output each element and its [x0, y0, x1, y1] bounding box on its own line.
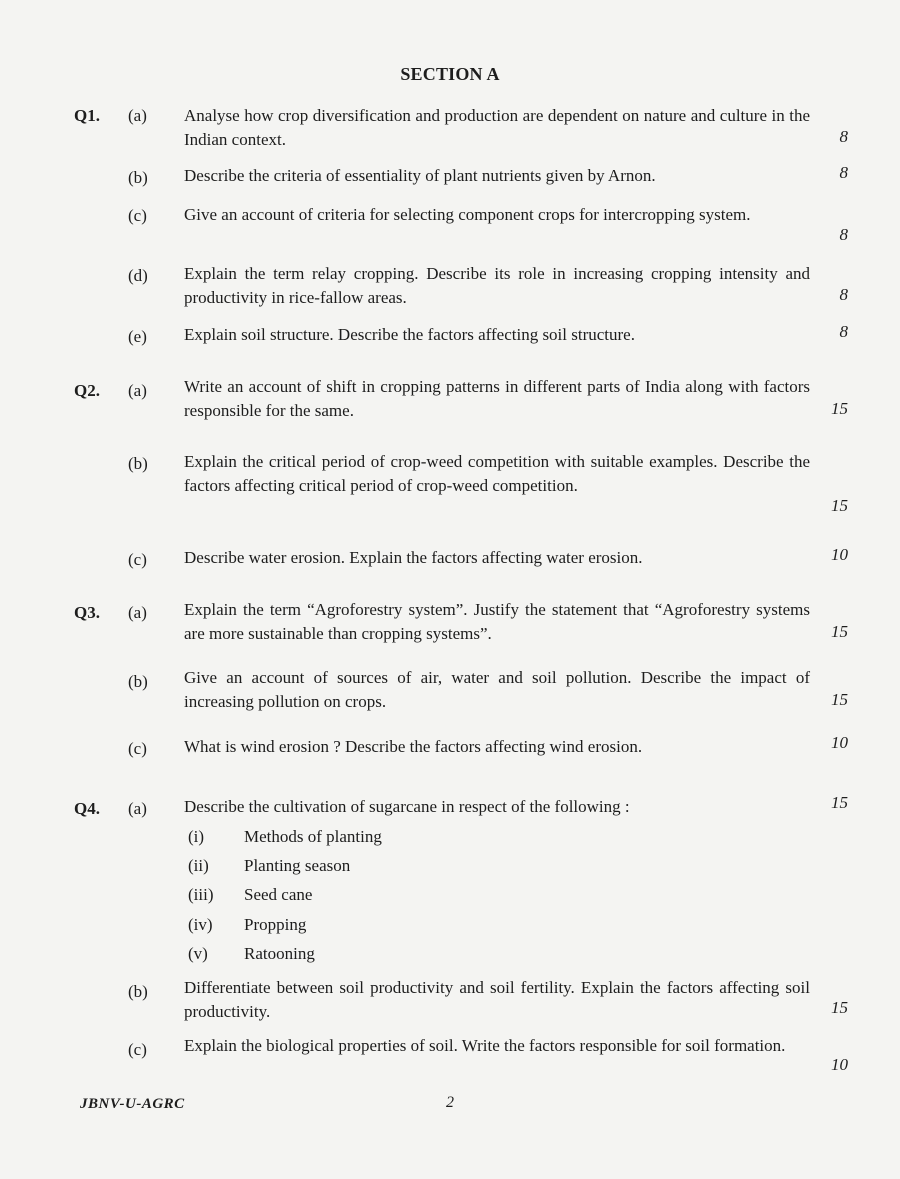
marks: 8 — [839, 322, 848, 341]
question-text: Explain the critical period of crop-weed competition with suitable examples. Describe the factors affecting critical period of crop-weed competition. — [184, 452, 810, 495]
question-text: Write an account of shift in cropping patterns in different parts of India along with factors responsible for the same. — [184, 377, 810, 420]
part-label: (c) — [128, 550, 147, 569]
marks: 15 — [831, 622, 848, 641]
question-text: Explain the term relay cropping. Describe its role in increasing cropping intensity and productivity in rice-fallow areas. — [184, 264, 810, 307]
question-number-q4: Q4. — [74, 799, 100, 818]
marks: 8 — [839, 225, 848, 244]
sub-item-text: Ratooning — [244, 944, 315, 963]
page-number: 2 — [446, 1094, 454, 1111]
question-text: Describe the criteria of essentiality of plant nutrients given by Arnon. — [184, 166, 656, 185]
sub-item-number: (i) — [188, 827, 205, 846]
marks: 8 — [839, 285, 848, 304]
question-text: Describe the cultivation of sugarcane in respect of the following : — [184, 797, 630, 816]
part-label: (b) — [128, 454, 148, 473]
question-text: Give an account of criteria for selecting component crops for intercropping system. — [184, 205, 751, 224]
question-text: Analyse how crop diversification and production are dependent on nature and culture in the Indian context. — [184, 106, 810, 149]
question-text: Explain the biological properties of soil. Write the factors responsible for soil formation. — [184, 1036, 786, 1055]
part-label: (a) — [128, 381, 147, 400]
sub-item-text: Propping — [244, 915, 307, 934]
sub-item-number: (ii) — [188, 856, 209, 875]
question-number-q2: Q2. — [74, 381, 100, 400]
marks: 8 — [839, 163, 848, 182]
question-text: Give an account of sources of air, water and soil pollution. Describe the impact of increasing pollution on crops. — [184, 668, 810, 711]
paper-code: JBNV-U-AGRC — [80, 1096, 185, 1112]
part-label: (b) — [128, 672, 148, 691]
marks: 8 — [839, 127, 848, 146]
part-label: (c) — [128, 1040, 147, 1059]
part-label: (a) — [128, 106, 147, 125]
part-label: (c) — [128, 739, 147, 758]
part-label: (d) — [128, 266, 148, 285]
part-label: (a) — [128, 603, 147, 622]
question-text: What is wind erosion ? Describe the factors affecting wind erosion. — [184, 737, 643, 756]
sub-item-text: Planting season — [244, 856, 351, 875]
section-title: SECTION A — [400, 64, 500, 84]
marks: 15 — [831, 496, 848, 515]
sub-item-text: Seed cane — [244, 885, 313, 904]
part-label: (b) — [128, 168, 148, 187]
marks: 10 — [831, 1055, 848, 1074]
part-label: (b) — [128, 982, 148, 1001]
sub-item-number: (iii) — [188, 885, 214, 904]
marks: 15 — [831, 793, 848, 812]
question-text: Explain the term “Agroforestry system”. Justify the statement that “Agroforestry systems are more sustainable than cropping systems”. — [184, 600, 810, 643]
marks: 15 — [831, 399, 848, 418]
marks: 10 — [831, 733, 848, 752]
sub-item-text: Methods of planting — [244, 827, 382, 846]
marks: 15 — [831, 690, 848, 709]
question-number-q3: Q3. — [74, 603, 100, 622]
question-text: Describe water erosion. Explain the factors affecting water erosion. — [184, 548, 643, 567]
part-label: (c) — [128, 206, 147, 225]
question-text: Explain soil structure. Describe the factors affecting soil structure. — [184, 325, 635, 344]
part-label: (e) — [128, 327, 147, 346]
sub-item-number: (iv) — [188, 915, 213, 934]
marks: 10 — [831, 545, 848, 564]
sub-item-number: (v) — [188, 944, 208, 963]
part-label: (a) — [128, 799, 147, 818]
question-text: Differentiate between soil productivity and soil fertility. Explain the factors affecting soil productivity. — [184, 978, 810, 1021]
question-number-q1: Q1. — [74, 106, 100, 125]
marks: 15 — [831, 998, 848, 1017]
